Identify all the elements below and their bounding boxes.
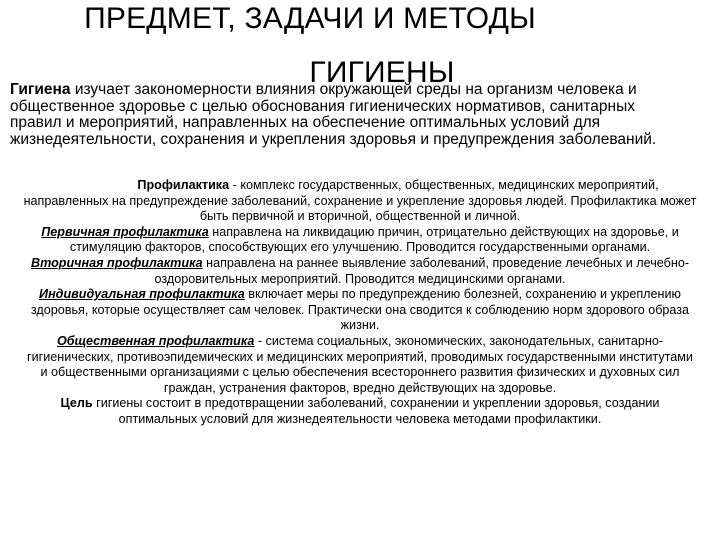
text-prevention: - комплекс государственных, общественных, медицинских мероприятий, направленных на предупреждение заболеваний, сохранение и укрепление здоровья людей. Профилактика может быть первичной и вторичной, общественной и личной.	[23, 178, 697, 224]
text-individual-prevention: включает меры по предупреждению болезней, сохранению и укреплению здоровья, которые осуществляет сам человек. Практически она сводится к соблюдению норм здорового образа жизни.	[30, 287, 690, 333]
text-secondary-prevention: направлена на раннее выявление заболеваний, проведение лечебных и лечебно-оздоровительных мероприятий. Проводится медицинскими органами.	[154, 255, 690, 286]
term-public-prevention: Общественная профилактика	[56, 333, 255, 348]
text-primary-prevention: направлена на ликвидацию причин, отрицательно действующих на здоровье, и стимуляцию факторов, способствующих его улучшению. Проводится государственными органами.	[69, 224, 679, 255]
intro-paragraph	[10, 82, 678, 148]
term-secondary-prevention: Вторичная профилактика	[30, 255, 203, 270]
text-goal: гигиены состоит в предотвращении заболеваний, сохранении и укреплении здоровья, создании оптимальных условий для жизнедеятельности человека методами профилактики.	[92, 396, 660, 426]
page-title-line-2: ГИГИЕНЫ	[309, 56, 455, 89]
paragraph-primary-prevention	[22, 225, 698, 256]
intro-text: изучает закономерности влияния окружающей среды на организм человека и общественное здоровье с целью обоснования гигиенических нормативов, санитарных правил и мероприятий, направленных на обеспечение оптимальных условий для жизнедеятельности, сохранения и укрепления здоровья и предупреждения заболеваний.	[10, 81, 657, 148]
paragraph-goal	[22, 396, 698, 427]
term-prevention: Профилактика	[137, 178, 230, 192]
term-primary-prevention: Первичная профилактика	[41, 224, 209, 239]
page-title-line-1: ПРЕДМЕТ, ЗАДАЧИ И МЕТОДЫ	[84, 2, 536, 35]
paragraph-prevention	[22, 178, 698, 225]
paragraph-public-prevention	[22, 334, 698, 396]
intro-term: Гигиена	[10, 81, 71, 98]
text-public-prevention: - система социальных, экономических, законодательных, санитарно-гигиенических, противоэпидемических и медицинских мероприятий, проводимых государственными институтами и общественными организациями с целью обеспечения всестороннего развития физических и духовных сил граждан, устранения факторов, вредно действующих на здоровье.	[27, 333, 693, 395]
paragraph-individual-prevention	[22, 287, 698, 334]
definitions-block	[22, 178, 698, 428]
term-goal: Цель	[60, 396, 93, 411]
paragraph-secondary-prevention	[22, 256, 698, 287]
term-individual-prevention: Индивидуальная профилактика	[39, 287, 245, 302]
